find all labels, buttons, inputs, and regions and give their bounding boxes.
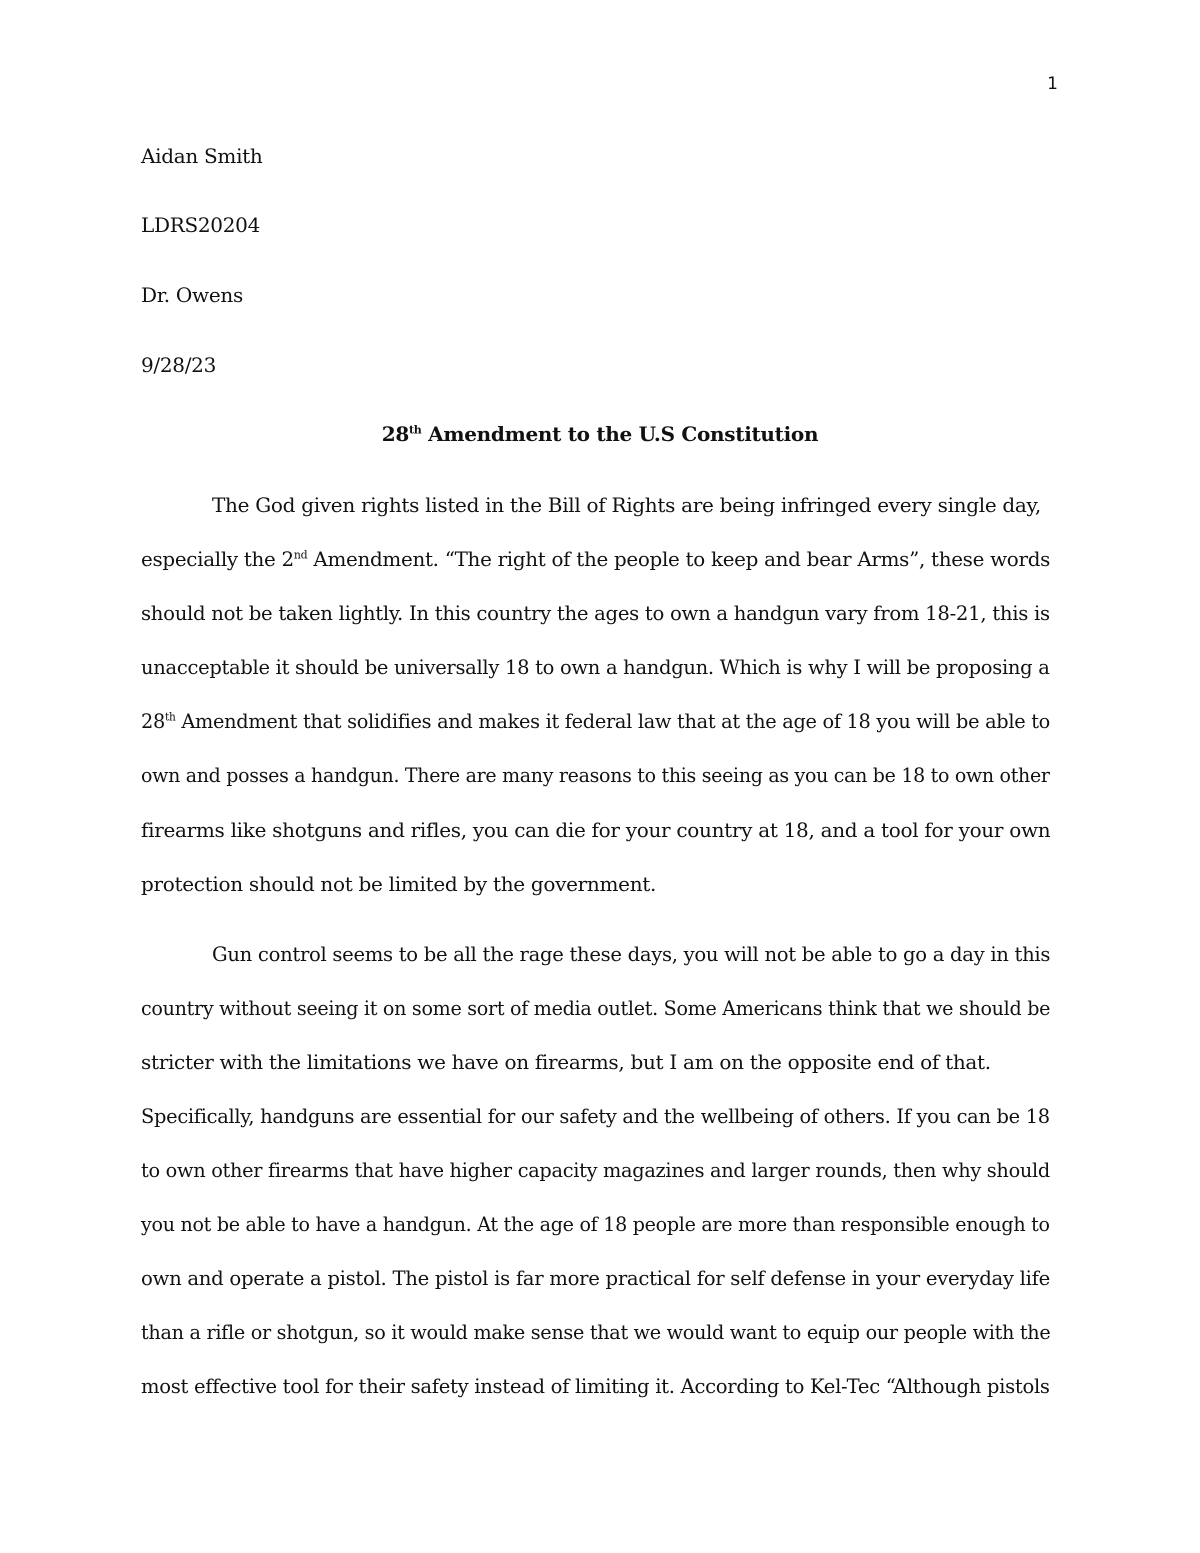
- course-code: LDRS20204: [141, 213, 260, 237]
- document-date: 9/28/23: [141, 353, 216, 377]
- text-run: 28: [141, 709, 165, 733]
- title-text: Amendment to the U.S Constitution: [421, 422, 819, 446]
- page-number: 1: [1047, 74, 1058, 94]
- paragraph-1-line: should not be taken lightly. In this country the ages to own a handgun vary from 18-21, this is: [141, 601, 1050, 625]
- paragraph-1-line: [141, 707, 1050, 735]
- text-run: especially the 2: [141, 547, 294, 571]
- paragraph-1-line: firearms like shotguns and rifles, you can die for your country at 18, and a tool for your own: [141, 818, 1051, 842]
- paragraph-2-line: to own other firearms that have higher capacity magazines and larger rounds, then why should: [141, 1158, 1050, 1182]
- paragraph-2-line: you not be able to have a handgun. At the age of 18 people are more than responsible enough to: [141, 1212, 1050, 1236]
- text-run: Amendment that solidifies and makes it federal law that at the age of 18 you will be able to: [175, 709, 1051, 733]
- title-ordinal-suffix: th: [409, 423, 422, 437]
- paragraph-2-line: most effective tool for their safety instead of limiting it. According to Kel-Tec “Although pistols: [141, 1374, 1050, 1398]
- author-name: Aidan Smith: [141, 144, 263, 168]
- paragraph-1-line: The God given rights listed in the Bill of Rights are being infringed every single day,: [212, 493, 1041, 517]
- paragraph-1-line: unacceptable it should be universally 18 to own a handgun. Which is why I will be proposing a: [141, 655, 1050, 679]
- ordinal-suffix: th: [164, 710, 176, 724]
- paragraph-2-line: country without seeing it on some sort of media outlet. Some Americans think that we should be: [141, 996, 1051, 1020]
- paragraph-1-line: protection should not be limited by the government.: [141, 872, 657, 896]
- paragraph-2-line: Specifically, handguns are essential for our safety and the wellbeing of others. If you can be 18: [141, 1104, 1050, 1128]
- ordinal-suffix: nd: [293, 548, 308, 562]
- paragraph-2-line: than a rifle or shotgun, so it would make sense that we would want to equip our people with the: [141, 1320, 1051, 1344]
- instructor-name: Dr. Owens: [141, 283, 243, 307]
- paragraph-1-line: [141, 545, 1050, 573]
- document-title: [0, 420, 1200, 448]
- title-number: 28: [381, 422, 410, 446]
- paragraph-2-line: own and operate a pistol. The pistol is far more practical for self defense in your everyday life: [141, 1266, 1050, 1290]
- paragraph-2-line: stricter with the limitations we have on firearms, but I am on the opposite end of that.: [141, 1050, 991, 1074]
- text-run: Amendment. “The right of the people to keep and bear Arms”, these words: [307, 547, 1051, 571]
- paragraph-1-line: own and posses a handgun. There are many reasons to this seeing as you can be 18 to own other: [141, 763, 1050, 787]
- paragraph-2-line: Gun control seems to be all the rage these days, you will not be able to go a day in this: [212, 942, 1051, 966]
